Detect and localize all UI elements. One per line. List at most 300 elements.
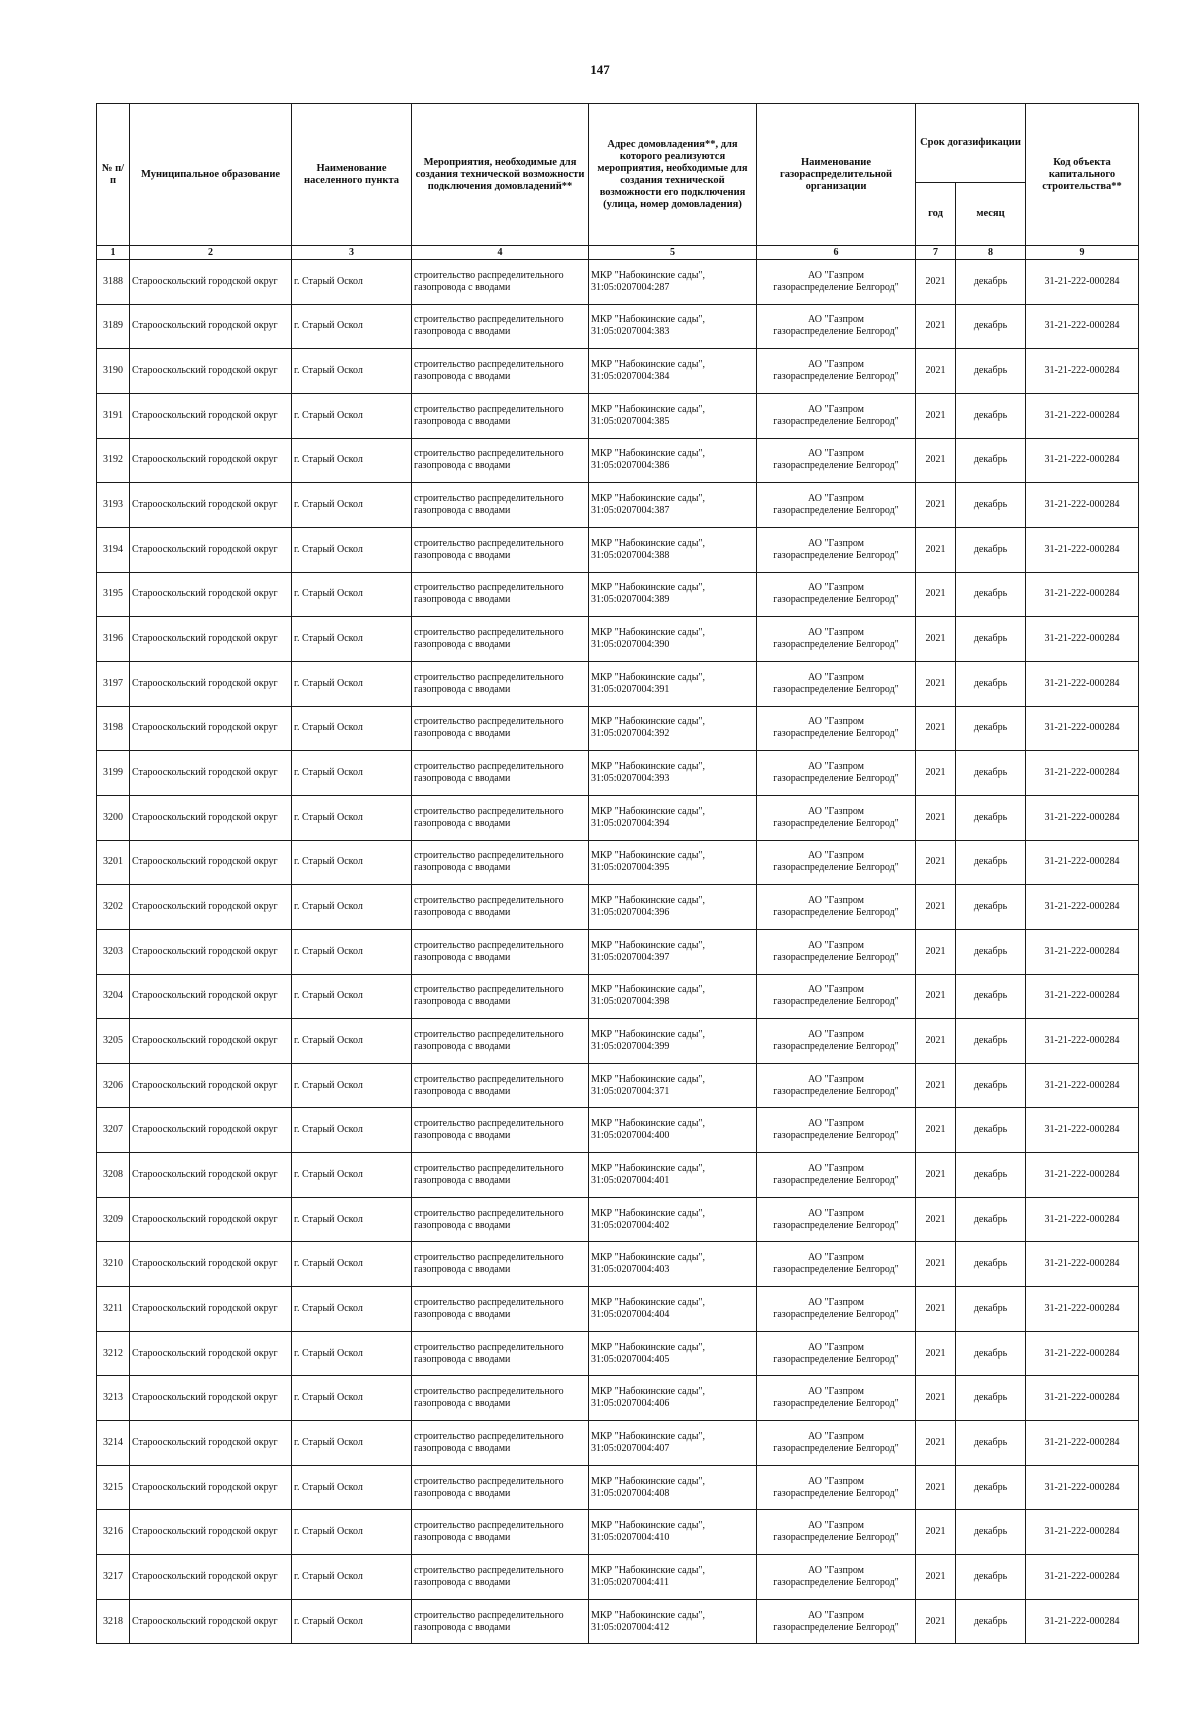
- organization-line: АО "Газпром: [808, 671, 864, 683]
- organization-cell: [757, 706, 916, 751]
- object-code-cell: 31-21-222-000284: [1026, 1197, 1139, 1242]
- year-cell: 2021: [916, 929, 956, 974]
- locality-cell: г. Старый Оскол: [292, 483, 412, 528]
- month-cell: декабрь: [956, 1153, 1026, 1198]
- object-code-cell: 31-21-222-000284: [1026, 795, 1139, 840]
- organization-line: АО "Газпром: [808, 627, 864, 639]
- object-code-cell: 31-21-222-000284: [1026, 260, 1139, 305]
- locality-cell: г. Старый Оскол: [292, 1555, 412, 1600]
- municipality-cell: Старооскольский городской округ: [130, 617, 292, 662]
- activity-cell: строительство распределительного газопровода с вводами: [412, 1555, 589, 1600]
- object-code-cell: 31-21-222-000284: [1026, 617, 1139, 662]
- organization-line: газораспределение Белгород": [773, 1219, 899, 1231]
- page-number: 147: [590, 62, 610, 77]
- row-number: 3210: [97, 1242, 130, 1287]
- activity-cell: строительство распределительного газопровода с вводами: [412, 1019, 589, 1064]
- table-row: [97, 617, 1139, 662]
- organization-cell: [757, 1421, 916, 1466]
- activity-cell: строительство распределительного газопровода с вводами: [412, 527, 589, 572]
- month-cell: декабрь: [956, 885, 1026, 930]
- organization-cell: [757, 1242, 916, 1287]
- row-number: 3201: [97, 840, 130, 885]
- address-cell: МКР "Набокинские сады", 31:05:0207004:388: [589, 527, 757, 572]
- organization-line: газораспределение Белгород": [773, 996, 899, 1008]
- municipality-cell: Старооскольский городской округ: [130, 1197, 292, 1242]
- locality-cell: г. Старый Оскол: [292, 572, 412, 617]
- year-cell: 2021: [916, 1197, 956, 1242]
- month-cell: декабрь: [956, 483, 1026, 528]
- table-row: [97, 840, 1139, 885]
- table-row: [97, 1242, 1139, 1287]
- locality-cell: г. Старый Оскол: [292, 795, 412, 840]
- organization-cell: [757, 974, 916, 1019]
- organization-line: газораспределение Белгород": [773, 1621, 899, 1633]
- header-month: месяц: [956, 183, 1026, 246]
- municipality-cell: Старооскольский городской округ: [130, 393, 292, 438]
- activity-cell: строительство распределительного газопровода с вводами: [412, 661, 589, 706]
- month-cell: декабрь: [956, 974, 1026, 1019]
- organization-line: АО "Газпром: [808, 359, 864, 371]
- row-number: 3193: [97, 483, 130, 528]
- organization-cell: [757, 438, 916, 483]
- address-cell: МКР "Набокинские сады", 31:05:0207004:396: [589, 885, 757, 930]
- organization-line: АО "Газпром: [808, 314, 864, 326]
- year-cell: 2021: [916, 1376, 956, 1421]
- object-code-cell: 31-21-222-000284: [1026, 1331, 1139, 1376]
- locality-cell: г. Старый Оскол: [292, 840, 412, 885]
- organization-line: АО "Газпром: [808, 850, 864, 862]
- month-cell: декабрь: [956, 1510, 1026, 1555]
- organization-line: АО "Газпром: [808, 1252, 864, 1264]
- table-row: [97, 438, 1139, 483]
- row-number: 3196: [97, 617, 130, 662]
- table-row: [97, 751, 1139, 796]
- address-cell: МКР "Набокинские сады", 31:05:0207004:395: [589, 840, 757, 885]
- municipality-cell: Старооскольский городской округ: [130, 1108, 292, 1153]
- address-cell: МКР "Набокинские сады", 31:05:0207004:398: [589, 974, 757, 1019]
- year-cell: 2021: [916, 1465, 956, 1510]
- address-cell: МКР "Набокинские сады", 31:05:0207004:400: [589, 1108, 757, 1153]
- locality-cell: г. Старый Оскол: [292, 617, 412, 662]
- organization-cell: [757, 572, 916, 617]
- activity-cell: строительство распределительного газопровода с вводами: [412, 304, 589, 349]
- organization-cell: [757, 483, 916, 528]
- object-code-cell: 31-21-222-000284: [1026, 974, 1139, 1019]
- row-number: 3212: [97, 1331, 130, 1376]
- table-row: [97, 1555, 1139, 1600]
- activity-cell: строительство распределительного газопровода с вводами: [412, 840, 589, 885]
- locality-cell: г. Старый Оскол: [292, 751, 412, 796]
- header-activities: Мероприятия, необходимые для создания технической возможности подключения домовладений**: [412, 104, 589, 246]
- month-cell: декабрь: [956, 1331, 1026, 1376]
- activity-cell: строительство распределительного газопровода с вводами: [412, 1063, 589, 1108]
- activity-cell: строительство распределительного газопровода с вводами: [412, 349, 589, 394]
- row-number: 3214: [97, 1421, 130, 1466]
- year-cell: 2021: [916, 1510, 956, 1555]
- row-number: 3216: [97, 1510, 130, 1555]
- table-body: [97, 260, 1139, 1644]
- month-cell: декабрь: [956, 1421, 1026, 1466]
- year-cell: 2021: [916, 1153, 956, 1198]
- table-row: [97, 795, 1139, 840]
- month-cell: декабрь: [956, 795, 1026, 840]
- municipality-cell: Старооскольский городской округ: [130, 1421, 292, 1466]
- year-cell: 2021: [916, 617, 956, 662]
- municipality-cell: Старооскольский городской округ: [130, 1599, 292, 1644]
- activity-cell: строительство распределительного газопровода с вводами: [412, 260, 589, 305]
- locality-cell: г. Старый Оскол: [292, 1242, 412, 1287]
- table-row: [97, 1197, 1139, 1242]
- table-row: [97, 1019, 1139, 1064]
- activity-cell: строительство распределительного газопровода с вводами: [412, 572, 589, 617]
- organization-cell: [757, 1376, 916, 1421]
- row-number: 3218: [97, 1599, 130, 1644]
- organization-line: АО "Газпром: [808, 1341, 864, 1353]
- locality-cell: г. Старый Оскол: [292, 706, 412, 751]
- column-number: 2: [130, 246, 292, 260]
- column-number: 3: [292, 246, 412, 260]
- month-cell: декабрь: [956, 393, 1026, 438]
- month-cell: декабрь: [956, 349, 1026, 394]
- object-code-cell: 31-21-222-000284: [1026, 572, 1139, 617]
- organization-cell: [757, 1153, 916, 1198]
- header-deadline: Срок догазификации: [916, 104, 1026, 183]
- organization-line: газораспределение Белгород": [773, 460, 899, 472]
- municipality-cell: Старооскольский городской округ: [130, 1376, 292, 1421]
- address-cell: МКР "Набокинские сады", 31:05:0207004:390: [589, 617, 757, 662]
- municipality-cell: Старооскольский городской округ: [130, 304, 292, 349]
- year-cell: 2021: [916, 1019, 956, 1064]
- address-cell: МКР "Набокинские сады", 31:05:0207004:402: [589, 1197, 757, 1242]
- table-row: [97, 1510, 1139, 1555]
- organization-line: АО "Газпром: [808, 493, 864, 505]
- organization-line: газораспределение Белгород": [773, 415, 899, 427]
- locality-cell: г. Старый Оскол: [292, 304, 412, 349]
- organization-line: газораспределение Белгород": [773, 817, 899, 829]
- header-organization: Наименование газораспределительной организации: [757, 104, 916, 246]
- organization-line: газораспределение Белгород": [773, 1442, 899, 1454]
- row-number: 3215: [97, 1465, 130, 1510]
- month-cell: декабрь: [956, 1287, 1026, 1332]
- municipality-cell: Старооскольский городской округ: [130, 661, 292, 706]
- municipality-cell: Старооскольский городской округ: [130, 974, 292, 1019]
- organization-cell: [757, 1063, 916, 1108]
- year-cell: 2021: [916, 1063, 956, 1108]
- address-cell: МКР "Набокинские сады", 31:05:0207004:406: [589, 1376, 757, 1421]
- locality-cell: г. Старый Оскол: [292, 1287, 412, 1332]
- row-number: 3194: [97, 527, 130, 572]
- organization-cell: [757, 349, 916, 394]
- object-code-cell: 31-21-222-000284: [1026, 661, 1139, 706]
- organization-line: газораспределение Белгород": [773, 907, 899, 919]
- organization-line: газораспределение Белгород": [773, 773, 899, 785]
- municipality-cell: Старооскольский городской округ: [130, 751, 292, 796]
- year-cell: 2021: [916, 1421, 956, 1466]
- activity-cell: строительство распределительного газопровода с вводами: [412, 1376, 589, 1421]
- table-row: [97, 1465, 1139, 1510]
- activity-cell: строительство распределительного газопровода с вводами: [412, 1108, 589, 1153]
- organization-cell: [757, 751, 916, 796]
- object-code-cell: 31-21-222-000284: [1026, 1555, 1139, 1600]
- organization-line: газораспределение Белгород": [773, 549, 899, 561]
- month-cell: декабрь: [956, 661, 1026, 706]
- organization-line: АО "Газпром: [808, 269, 864, 281]
- locality-cell: г. Старый Оскол: [292, 1153, 412, 1198]
- organization-line: АО "Газпром: [808, 1564, 864, 1576]
- object-code-cell: 31-21-222-000284: [1026, 349, 1139, 394]
- row-number: 3198: [97, 706, 130, 751]
- header-object-code: Код объекта капитального строительства**: [1026, 104, 1139, 246]
- year-cell: 2021: [916, 840, 956, 885]
- row-number: 3207: [97, 1108, 130, 1153]
- year-cell: 2021: [916, 1599, 956, 1644]
- column-number: 6: [757, 246, 916, 260]
- object-code-cell: 31-21-222-000284: [1026, 1376, 1139, 1421]
- month-cell: декабрь: [956, 1599, 1026, 1644]
- locality-cell: г. Старый Оскол: [292, 1019, 412, 1064]
- organization-line: газораспределение Белгород": [773, 1130, 899, 1142]
- table-row: [97, 706, 1139, 751]
- column-number-row: [97, 246, 1139, 260]
- address-cell: МКР "Набокинские сады", 31:05:0207004:394: [589, 795, 757, 840]
- organization-line: газораспределение Белгород": [773, 1353, 899, 1365]
- municipality-cell: Старооскольский городской округ: [130, 706, 292, 751]
- activity-cell: строительство распределительного газопровода с вводами: [412, 617, 589, 662]
- address-cell: МКР "Набокинские сады", 31:05:0207004:384: [589, 349, 757, 394]
- locality-cell: г. Старый Оскол: [292, 974, 412, 1019]
- organization-cell: [757, 1108, 916, 1153]
- organization-cell: [757, 661, 916, 706]
- address-cell: МКР "Набокинские сады", 31:05:0207004:371: [589, 1063, 757, 1108]
- header-address: Адрес домовладения**, для которого реализуются мероприятия, необходимые для создания технической возможности его подключения (улица, номер домовладения): [589, 104, 757, 246]
- object-code-cell: 31-21-222-000284: [1026, 1287, 1139, 1332]
- activity-cell: строительство распределительного газопровода с вводами: [412, 1421, 589, 1466]
- locality-cell: г. Старый Оскол: [292, 661, 412, 706]
- municipality-cell: Старооскольский городской округ: [130, 349, 292, 394]
- table-row: [97, 929, 1139, 974]
- year-cell: 2021: [916, 795, 956, 840]
- organization-line: АО "Газпром: [808, 1475, 864, 1487]
- organization-line: АО "Газпром: [808, 1430, 864, 1442]
- header-locality: Наименование населенного пункта: [292, 104, 412, 246]
- year-cell: 2021: [916, 349, 956, 394]
- activity-cell: строительство распределительного газопровода с вводами: [412, 1197, 589, 1242]
- organization-line: газораспределение Белгород": [773, 1264, 899, 1276]
- locality-cell: г. Старый Оскол: [292, 1421, 412, 1466]
- row-number: 3191: [97, 393, 130, 438]
- row-number: 3217: [97, 1555, 130, 1600]
- year-cell: 2021: [916, 751, 956, 796]
- organization-line: АО "Газпром: [808, 939, 864, 951]
- month-cell: декабрь: [956, 1555, 1026, 1600]
- month-cell: декабрь: [956, 1063, 1026, 1108]
- object-code-cell: 31-21-222-000284: [1026, 929, 1139, 974]
- row-number: 3202: [97, 885, 130, 930]
- table-row: [97, 349, 1139, 394]
- organization-line: газораспределение Белгород": [773, 1308, 899, 1320]
- object-code-cell: 31-21-222-000284: [1026, 751, 1139, 796]
- activity-cell: строительство распределительного газопровода с вводами: [412, 393, 589, 438]
- municipality-cell: Старооскольский городской округ: [130, 1465, 292, 1510]
- activity-cell: строительство распределительного газопровода с вводами: [412, 1510, 589, 1555]
- table-row: [97, 1287, 1139, 1332]
- row-number: 3203: [97, 929, 130, 974]
- organization-line: АО "Газпром: [808, 1207, 864, 1219]
- address-cell: МКР "Набокинские сады", 31:05:0207004:389: [589, 572, 757, 617]
- table-row: [97, 1331, 1139, 1376]
- organization-line: газораспределение Белгород": [773, 951, 899, 963]
- organization-cell: [757, 617, 916, 662]
- row-number: 3211: [97, 1287, 130, 1332]
- municipality-cell: Старооскольский городской округ: [130, 929, 292, 974]
- organization-line: газораспределение Белгород": [773, 1040, 899, 1052]
- locality-cell: г. Старый Оскол: [292, 438, 412, 483]
- year-cell: 2021: [916, 885, 956, 930]
- organization-line: газораспределение Белгород": [773, 862, 899, 874]
- address-cell: МКР "Набокинские сады", 31:05:0207004:405: [589, 1331, 757, 1376]
- organization-line: газораспределение Белгород": [773, 1487, 899, 1499]
- organization-line: АО "Газпром: [808, 1609, 864, 1621]
- activity-cell: строительство распределительного газопровода с вводами: [412, 885, 589, 930]
- month-cell: декабрь: [956, 1376, 1026, 1421]
- object-code-cell: 31-21-222-000284: [1026, 483, 1139, 528]
- year-cell: 2021: [916, 527, 956, 572]
- row-number: 3204: [97, 974, 130, 1019]
- table-row: [97, 1421, 1139, 1466]
- month-cell: декабрь: [956, 617, 1026, 662]
- table-row: [97, 1376, 1139, 1421]
- year-cell: 2021: [916, 974, 956, 1019]
- organization-cell: [757, 393, 916, 438]
- organization-line: газораспределение Белгород": [773, 1174, 899, 1186]
- municipality-cell: Старооскольский городской округ: [130, 1555, 292, 1600]
- organization-line: АО "Газпром: [808, 1073, 864, 1085]
- municipality-cell: Старооскольский городской округ: [130, 840, 292, 885]
- address-cell: МКР "Набокинские сады", 31:05:0207004:404: [589, 1287, 757, 1332]
- activity-cell: строительство распределительного газопровода с вводами: [412, 1287, 589, 1332]
- organization-cell: [757, 1331, 916, 1376]
- row-number: 3199: [97, 751, 130, 796]
- month-cell: декабрь: [956, 260, 1026, 305]
- gasification-table: [96, 103, 1139, 1644]
- object-code-cell: 31-21-222-000284: [1026, 393, 1139, 438]
- table-row: [97, 885, 1139, 930]
- municipality-cell: Старооскольский городской округ: [130, 885, 292, 930]
- organization-line: газораспределение Белгород": [773, 639, 899, 651]
- year-cell: 2021: [916, 661, 956, 706]
- address-cell: МКР "Набокинские сады", 31:05:0207004:393: [589, 751, 757, 796]
- municipality-cell: Старооскольский городской округ: [130, 438, 292, 483]
- municipality-cell: Старооскольский городской округ: [130, 1510, 292, 1555]
- row-number: 3197: [97, 661, 130, 706]
- address-cell: МКР "Набокинские сады", 31:05:0207004:392: [589, 706, 757, 751]
- month-cell: декабрь: [956, 438, 1026, 483]
- year-cell: 2021: [916, 260, 956, 305]
- header-year: год: [916, 183, 956, 246]
- object-code-cell: 31-21-222-000284: [1026, 438, 1139, 483]
- year-cell: 2021: [916, 706, 956, 751]
- organization-cell: [757, 929, 916, 974]
- table-row: [97, 661, 1139, 706]
- row-number: 3188: [97, 260, 130, 305]
- object-code-cell: 31-21-222-000284: [1026, 1063, 1139, 1108]
- activity-cell: строительство распределительного газопровода с вводами: [412, 1242, 589, 1287]
- activity-cell: строительство распределительного газопровода с вводами: [412, 438, 589, 483]
- organization-line: газораспределение Белгород": [773, 1398, 899, 1410]
- organization-cell: [757, 260, 916, 305]
- table-row: [97, 974, 1139, 1019]
- organization-cell: [757, 1599, 916, 1644]
- table-row: [97, 1063, 1139, 1108]
- organization-cell: [757, 1287, 916, 1332]
- year-cell: 2021: [916, 483, 956, 528]
- organization-line: АО "Газпром: [808, 895, 864, 907]
- organization-line: АО "Газпром: [808, 761, 864, 773]
- activity-cell: строительство распределительного газопровода с вводами: [412, 974, 589, 1019]
- column-number: 8: [956, 246, 1026, 260]
- column-number: 7: [916, 246, 956, 260]
- organization-line: АО "Газпром: [808, 582, 864, 594]
- table-row: [97, 1599, 1139, 1644]
- object-code-cell: 31-21-222-000284: [1026, 1019, 1139, 1064]
- locality-cell: г. Старый Оскол: [292, 393, 412, 438]
- organization-line: газораспределение Белгород": [773, 1576, 899, 1588]
- row-number: 3192: [97, 438, 130, 483]
- locality-cell: г. Старый Оскол: [292, 1197, 412, 1242]
- table-row: [97, 304, 1139, 349]
- address-cell: МКР "Набокинские сады", 31:05:0207004:410: [589, 1510, 757, 1555]
- activity-cell: строительство распределительного газопровода с вводами: [412, 1465, 589, 1510]
- object-code-cell: 31-21-222-000284: [1026, 1510, 1139, 1555]
- locality-cell: г. Старый Оскол: [292, 260, 412, 305]
- address-cell: МКР "Набокинские сады", 31:05:0207004:383: [589, 304, 757, 349]
- municipality-cell: Старооскольский городской округ: [130, 1287, 292, 1332]
- locality-cell: г. Старый Оскол: [292, 1510, 412, 1555]
- locality-cell: г. Старый Оскол: [292, 527, 412, 572]
- year-cell: 2021: [916, 1555, 956, 1600]
- locality-cell: г. Старый Оскол: [292, 349, 412, 394]
- organization-line: АО "Газпром: [808, 1520, 864, 1532]
- organization-line: газораспределение Белгород": [773, 281, 899, 293]
- organization-cell: [757, 527, 916, 572]
- organization-cell: [757, 795, 916, 840]
- address-cell: МКР "Набокинские сады", 31:05:0207004:401: [589, 1153, 757, 1198]
- organization-line: АО "Газпром: [808, 805, 864, 817]
- year-cell: 2021: [916, 1287, 956, 1332]
- activity-cell: строительство распределительного газопровода с вводами: [412, 483, 589, 528]
- locality-cell: г. Старый Оскол: [292, 1465, 412, 1510]
- column-number: 9: [1026, 246, 1139, 260]
- object-code-cell: 31-21-222-000284: [1026, 1421, 1139, 1466]
- organization-line: АО "Газпром: [808, 403, 864, 415]
- municipality-cell: Старооскольский городской округ: [130, 1019, 292, 1064]
- organization-cell: [757, 1465, 916, 1510]
- address-cell: МКР "Набокинские сады", 31:05:0207004:386: [589, 438, 757, 483]
- organization-line: газораспределение Белгород": [773, 505, 899, 517]
- municipality-cell: Старооскольский городской округ: [130, 572, 292, 617]
- activity-cell: строительство распределительного газопровода с вводами: [412, 751, 589, 796]
- address-cell: МКР "Набокинские сады", 31:05:0207004:407: [589, 1421, 757, 1466]
- year-cell: 2021: [916, 572, 956, 617]
- organization-cell: [757, 840, 916, 885]
- month-cell: декабрь: [956, 1465, 1026, 1510]
- organization-line: АО "Газпром: [808, 984, 864, 996]
- municipality-cell: Старооскольский городской округ: [130, 795, 292, 840]
- address-cell: МКР "Набокинские сады", 31:05:0207004:403: [589, 1242, 757, 1287]
- activity-cell: строительство распределительного газопровода с вводами: [412, 795, 589, 840]
- organization-line: газораспределение Белгород": [773, 326, 899, 338]
- locality-cell: г. Старый Оскол: [292, 1376, 412, 1421]
